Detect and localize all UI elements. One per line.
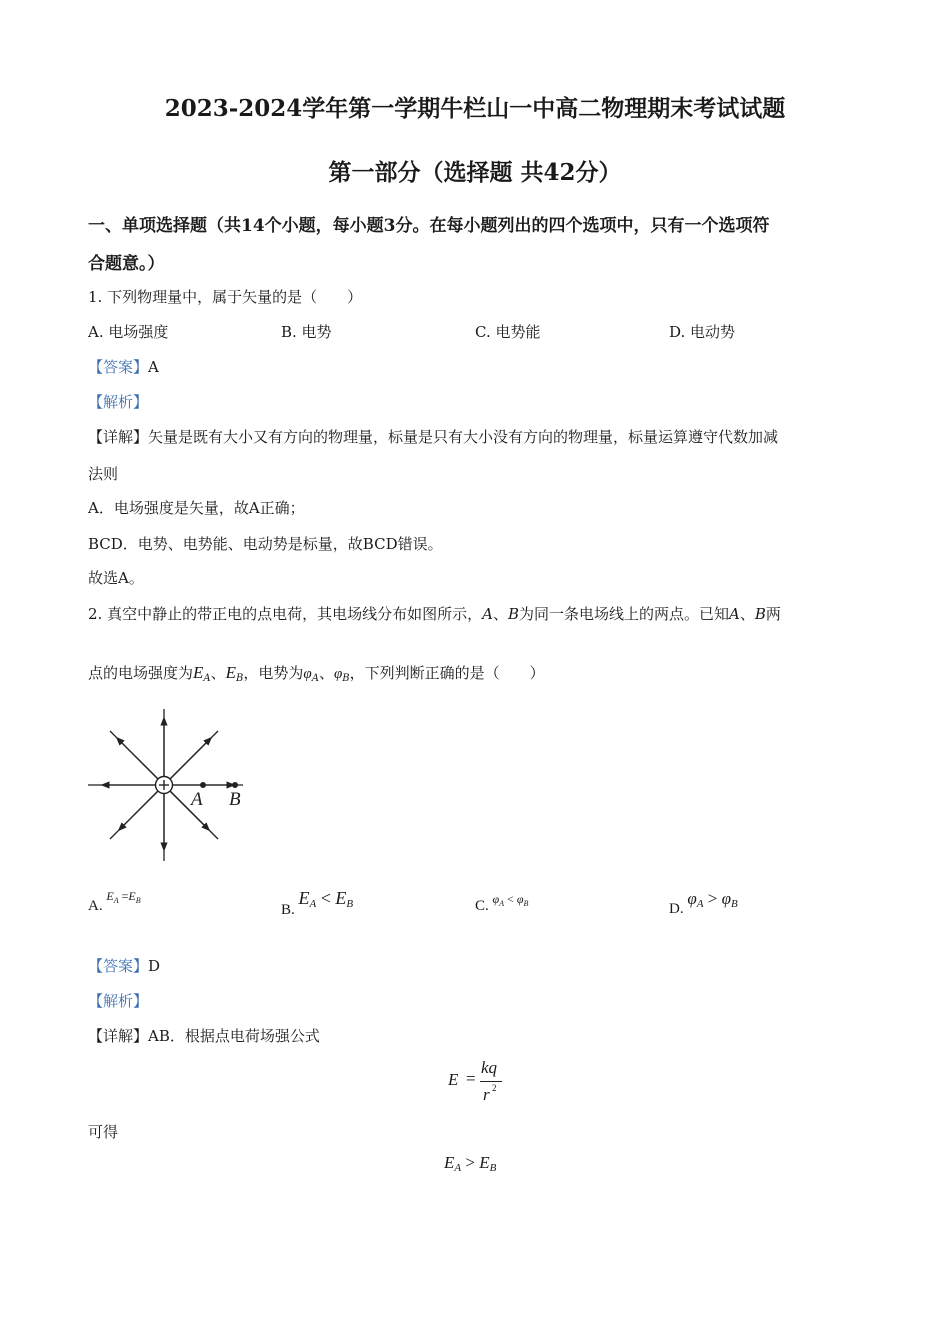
q1-option-c: C. 电势能 — [475, 323, 541, 341]
electric-field-figure — [85, 705, 255, 870]
q1-option-a: A. 电场强度 — [88, 323, 169, 341]
q1-answer — [88, 356, 159, 377]
q1-line-a: A．电场强度是矢量，故A正确； — [88, 499, 305, 517]
answer-tag: 【答案】 — [88, 358, 149, 376]
answer-value: A — [148, 358, 159, 376]
q2-stem-cont: 点的电场强度为$E_A$、$E_B$，电势为$\varphi_A$、$\varphi_B$，下列判断正确的是（ ） — [88, 663, 545, 684]
section-heading-cont: 合题意。） — [88, 254, 165, 274]
q2-answer — [88, 955, 160, 976]
q2-kede: 可得 — [88, 1123, 119, 1141]
q2-stem: 2. 真空中静止的带正电的点电荷，其电场线分布如图所示，A、B为同一条电场线上的两点。已知A、B两 — [88, 605, 781, 623]
document-title: 2023-2024学年第一学期牛栏山一中高二物理期末考试试题 — [164, 95, 786, 122]
point-a — [200, 782, 206, 788]
q2-option-a: A. $^{E_A =E_B}$ — [88, 889, 141, 914]
label-a: A — [191, 789, 203, 810]
label-b: B — [229, 789, 241, 810]
section-heading: 一、单项选择题（共14个小题，每小题3分。在每小题列出的四个选项中，只有一个选项符 — [88, 216, 770, 236]
part-title: 第一部分（选择题 共42分） — [328, 159, 622, 186]
q2-result: $E_A > E_B$ — [444, 1153, 497, 1174]
q2-option-c: C. $^{\varphi_A < \varphi_B}$ — [475, 892, 529, 914]
coulomb-field-formula: E = kq r 2 — [448, 1058, 528, 1108]
q1-stem: 1. 下列物理量中，属于矢量的是（ ） — [88, 288, 363, 306]
q1-detail: 【详解】矢量是既有大小又有方向的物理量，标量是只有大小没有方向的物理量，标量运算遵守代数加减 — [88, 428, 779, 446]
q2-detail: 【详解】AB．根据点电荷场强公式 — [88, 1027, 320, 1045]
point-b — [232, 782, 238, 788]
detail-tag: 【详解】 — [88, 1027, 149, 1045]
q2-option-d: D. $\varphi_A > \varphi_B$ — [669, 889, 738, 917]
detail-tag: 【详解】 — [88, 428, 149, 446]
q1-detail-cont: 法则 — [88, 465, 119, 483]
q1-conclusion: 故选A。 — [88, 569, 144, 587]
q1-option-b: B. 电势 — [281, 323, 332, 341]
answer-value: D — [148, 957, 161, 975]
q2-option-b: B. $E_A < E_B$ — [281, 888, 354, 918]
q1-analysis-tag: 【解析】 — [88, 393, 149, 411]
q2-analysis-tag: 【解析】 — [88, 992, 149, 1010]
answer-tag: 【答案】 — [88, 957, 149, 975]
q1-line-bcd: BCD．电势、电势能、电动势是标量，故BCD错误。 — [88, 535, 443, 553]
q1-option-d: D. 电动势 — [669, 323, 736, 341]
fraction-bar — [480, 1081, 502, 1082]
